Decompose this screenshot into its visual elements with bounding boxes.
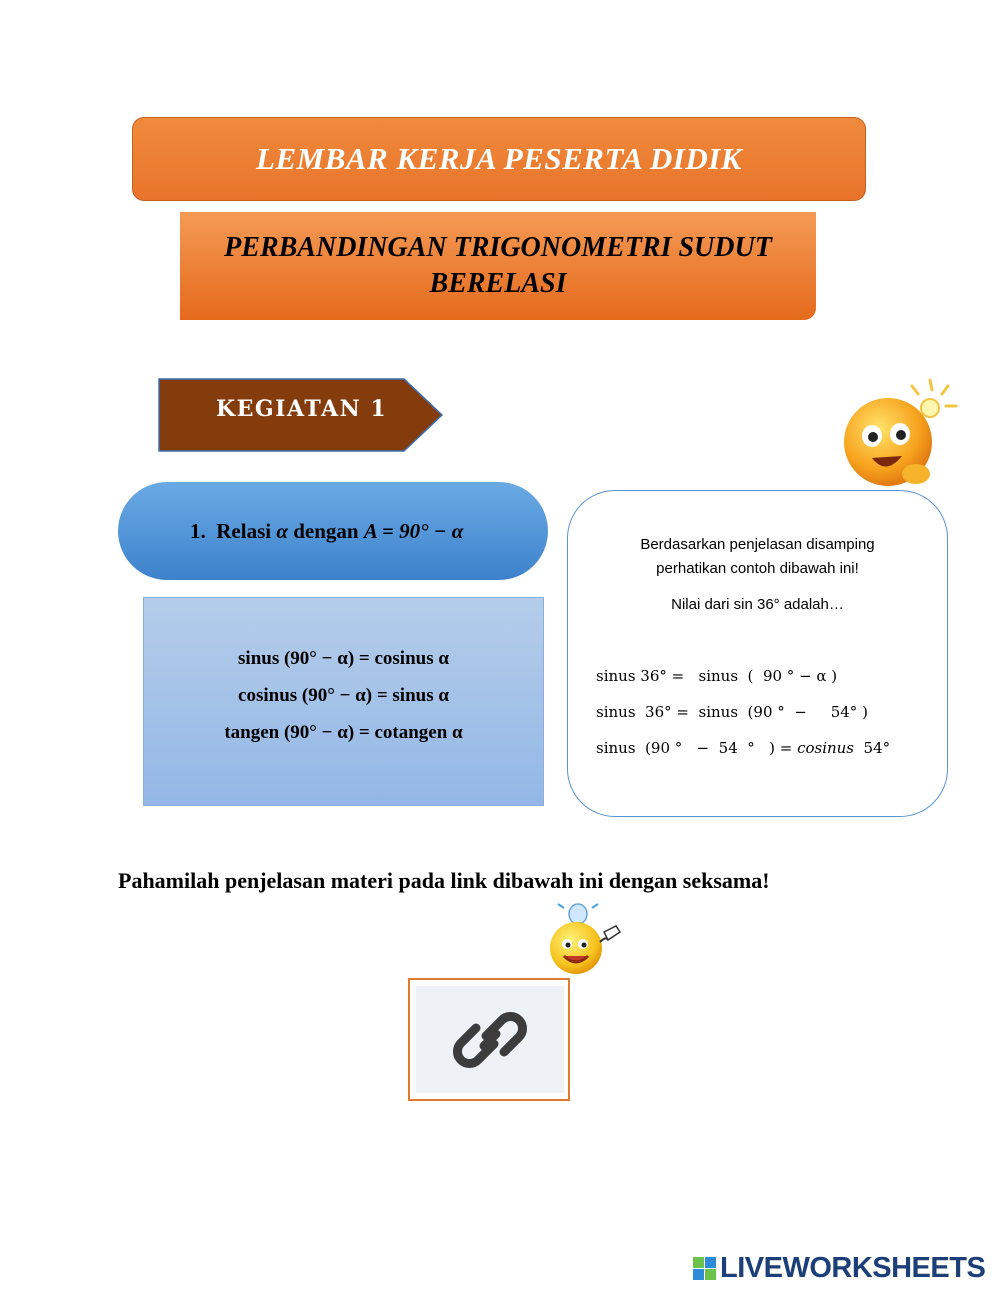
liveworksheets-logo-icon (692, 1256, 718, 1282)
activity-label: KEGIATAN 1 (216, 396, 388, 422)
link-thumbnail[interactable] (416, 986, 564, 1093)
example-box (567, 490, 948, 817)
idea-emoji-icon (546, 902, 628, 976)
topic-title: PERBANDINGAN TRIGONOMETRI SUDUT BERELASI (224, 232, 772, 299)
example-intro-2: perhatikan contoh dibawah ini! (656, 560, 859, 577)
liveworksheets-logo (692, 1252, 985, 1285)
brand-name: LIVEWORKSHEETS (720, 1252, 986, 1284)
section-text-mid: dengan (293, 518, 359, 543)
activity-arrow-label (158, 378, 442, 451)
section-heading-pill (118, 482, 548, 580)
example-step-3-suffix: 54° (854, 739, 891, 757)
formula-cosinus: cosinus (90° − α) = sinus α (238, 685, 449, 706)
section-formula: A = 90° − α (363, 518, 464, 543)
instruction-text: Pahamilah penjelasan materi pada link dibawah ini dengan seksama! (118, 868, 770, 893)
formula-sinus: sinus (90° − α) = cosinus α (238, 648, 449, 669)
title-banner (132, 117, 866, 201)
example-step-3-fn: cosinus (797, 739, 855, 757)
example-question: Nilai dari sin 36° adalah… (671, 596, 844, 613)
example-step-1: sinus 36° = sinus ( 90 ° − α ) (596, 667, 838, 685)
example-step-2: sinus 36° = sinus (90 ° − 54° ) (596, 703, 868, 721)
thinking-emoji-icon (842, 376, 958, 496)
example-step-3 (596, 739, 890, 757)
worksheet-title: LEMBAR KERJA PESERTA DIDIK (256, 141, 742, 176)
section-text-prefix: Relasi (216, 518, 272, 543)
alpha-symbol: α (276, 518, 288, 543)
formula-box (143, 597, 544, 806)
example-intro-1: Berdasarkan penjelasan disamping (640, 536, 875, 553)
chain-link-icon (416, 986, 564, 1093)
formula-tangen: tangen (90° − α) = cotangen α (224, 722, 463, 743)
example-step-3-prefix: sinus (90 ° − 54 ° ) = (596, 739, 798, 757)
material-link-button[interactable] (408, 978, 570, 1101)
subtitle-banner (180, 212, 816, 320)
section-heading (190, 519, 463, 544)
section-number: 1. (190, 518, 206, 543)
